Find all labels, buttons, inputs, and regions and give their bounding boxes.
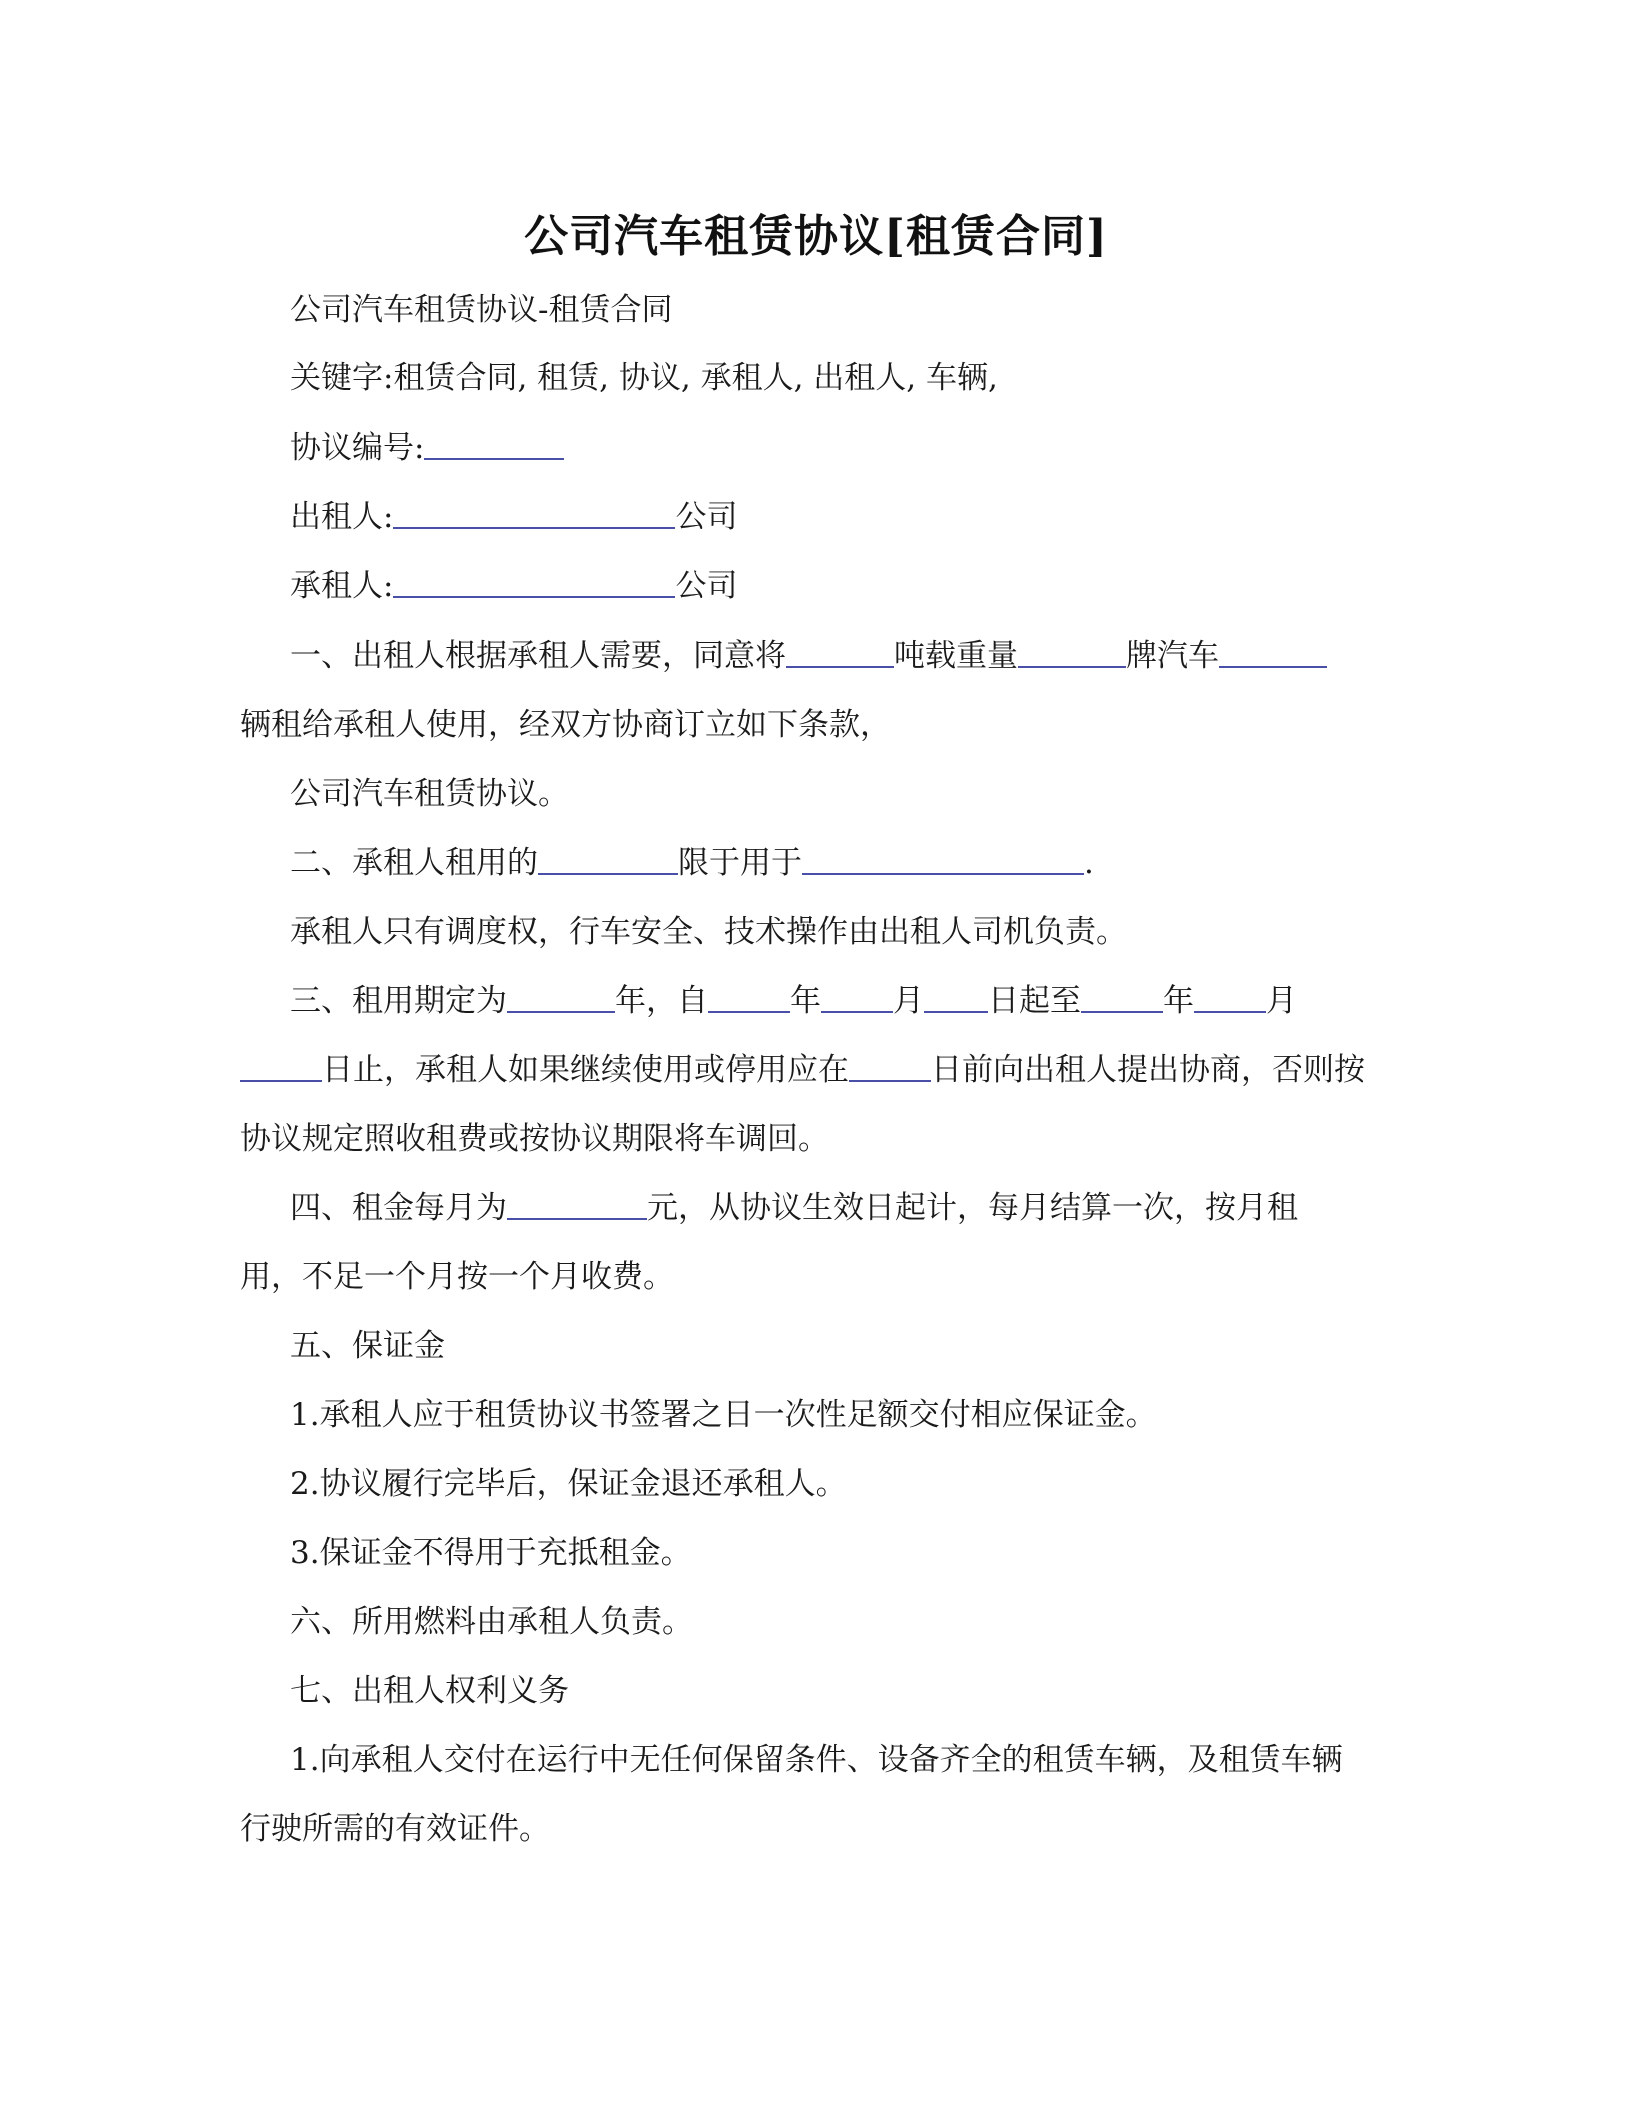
clause-4-line-1 — [290, 1188, 1392, 1228]
clause-1-line-2: 辆租给承租人使用，经双方协商订立如下条款， — [240, 707, 891, 743]
clause-3-text-b: 年，自 — [615, 983, 708, 1019]
lessee-label: 承租人: — [290, 568, 394, 604]
clause-5-item-3: 3.保证金不得用于充抵租金。 — [290, 1535, 692, 1571]
clause-2-line-1 — [290, 843, 1392, 883]
subtitle: 公司汽车租赁协议-租赁合同 — [290, 292, 673, 328]
document-title: 公司汽车租赁协议[租赁合同] — [524, 211, 1108, 262]
clause-5-item-1: 1.承租人应于租赁协议书签署之日一次性足额交付相应保证金。 — [290, 1397, 1157, 1433]
clause-3-text-f: 年 — [1163, 983, 1194, 1019]
clause-1-line-1 — [290, 636, 1392, 676]
clause-3-line-3: 协议规定照收租费或按协议期限将车调回。 — [240, 1121, 829, 1157]
lessee-line — [290, 566, 1392, 606]
clause-3-blank-6[interactable] — [1194, 981, 1266, 1013]
agreement-number-line — [290, 428, 1392, 468]
clause-2-blank-1[interactable] — [538, 843, 678, 875]
clause-3-line-2 — [240, 1050, 1392, 1090]
clause-3-text-e: 日起至 — [988, 983, 1081, 1019]
clause-6: 六、所用燃料由承租人负责。 — [290, 1604, 693, 1640]
clause-2-text-a: 二、承租人租用的 — [290, 845, 538, 881]
clause-4-blank-1[interactable] — [507, 1188, 647, 1220]
clause-3-blank-3[interactable] — [821, 981, 893, 1013]
clause-3-text-i: 日前向出租人提出协商，否则按 — [931, 1052, 1365, 1088]
clause-4-text-b: 元，从协议生效日起计，每月结算一次，按月租 — [647, 1190, 1298, 1226]
clause-4-text-a: 四、租金每月为 — [290, 1190, 507, 1226]
clause-1-text-a: 一、出租人根据承租人需要，同意将 — [290, 638, 786, 674]
clause-2-blank-2[interactable] — [802, 843, 1084, 875]
clause-3-blank-7[interactable] — [240, 1050, 322, 1082]
clause-2-text-b: 限于用于 — [678, 845, 802, 881]
keywords: 关键字:租赁合同, 租赁, 协议, 承租人, 出租人, 车辆, — [290, 360, 998, 396]
clause-1-blank-2[interactable] — [1018, 636, 1126, 668]
clause-1-blank-1[interactable] — [786, 636, 894, 668]
clause-4-line-2: 用，不足一个月按一个月收费。 — [240, 1259, 674, 1295]
clause-5-item-2: 2.协议履行完毕后，保证金退还承租人。 — [290, 1466, 847, 1502]
lessor-blank[interactable] — [393, 497, 675, 529]
clause-3-blank-8[interactable] — [849, 1050, 931, 1082]
clause-7-title: 七、出租人权利义务 — [290, 1673, 569, 1709]
clause-5-title: 五、保证金 — [290, 1328, 445, 1364]
clause-1-blank-3[interactable] — [1219, 636, 1327, 668]
clause-1-text-b: 吨载重量 — [894, 638, 1018, 674]
lessor-line — [290, 497, 1392, 537]
clause-3-text-c: 年 — [790, 983, 821, 1019]
clause-3-blank-1[interactable] — [507, 981, 615, 1013]
lessor-label: 出租人: — [290, 499, 394, 535]
clause-3-text-h: 日止，承租人如果继续使用或停用应在 — [322, 1052, 849, 1088]
clause-3-blank-4[interactable] — [924, 981, 988, 1013]
clause-7-item-1: 1.向承租人交付在运行中无任何保留条件、设备齐全的租赁车辆，及租赁车辆 — [290, 1742, 1343, 1778]
agreement-number-label: 协议编号: — [290, 430, 425, 466]
agreement-number-blank[interactable] — [424, 428, 564, 460]
clause-1-line-3: 公司汽车租赁协议。 — [290, 776, 569, 812]
clause-3-blank-5[interactable] — [1081, 981, 1163, 1013]
clause-3-blank-2[interactable] — [708, 981, 790, 1013]
clause-3-text-d: 月 — [893, 983, 924, 1019]
clause-2-line-2: 承租人只有调度权，行车安全、技术操作由出租人司机负责。 — [290, 914, 1127, 950]
clause-3-text-g: 月 — [1266, 983, 1297, 1019]
lessor-suffix: 公司 — [675, 499, 738, 535]
clause-3-text-a: 三、租用期定为 — [290, 983, 507, 1019]
clause-3-line-1 — [290, 981, 1392, 1021]
lessee-suffix: 公司 — [675, 568, 738, 604]
clause-7-item-1-line-2: 行驶所需的有效证件。 — [240, 1811, 550, 1847]
clause-1-text-c: 牌汽车 — [1126, 638, 1219, 674]
lessee-blank[interactable] — [393, 566, 675, 598]
clause-2-text-c: . — [1084, 845, 1094, 881]
